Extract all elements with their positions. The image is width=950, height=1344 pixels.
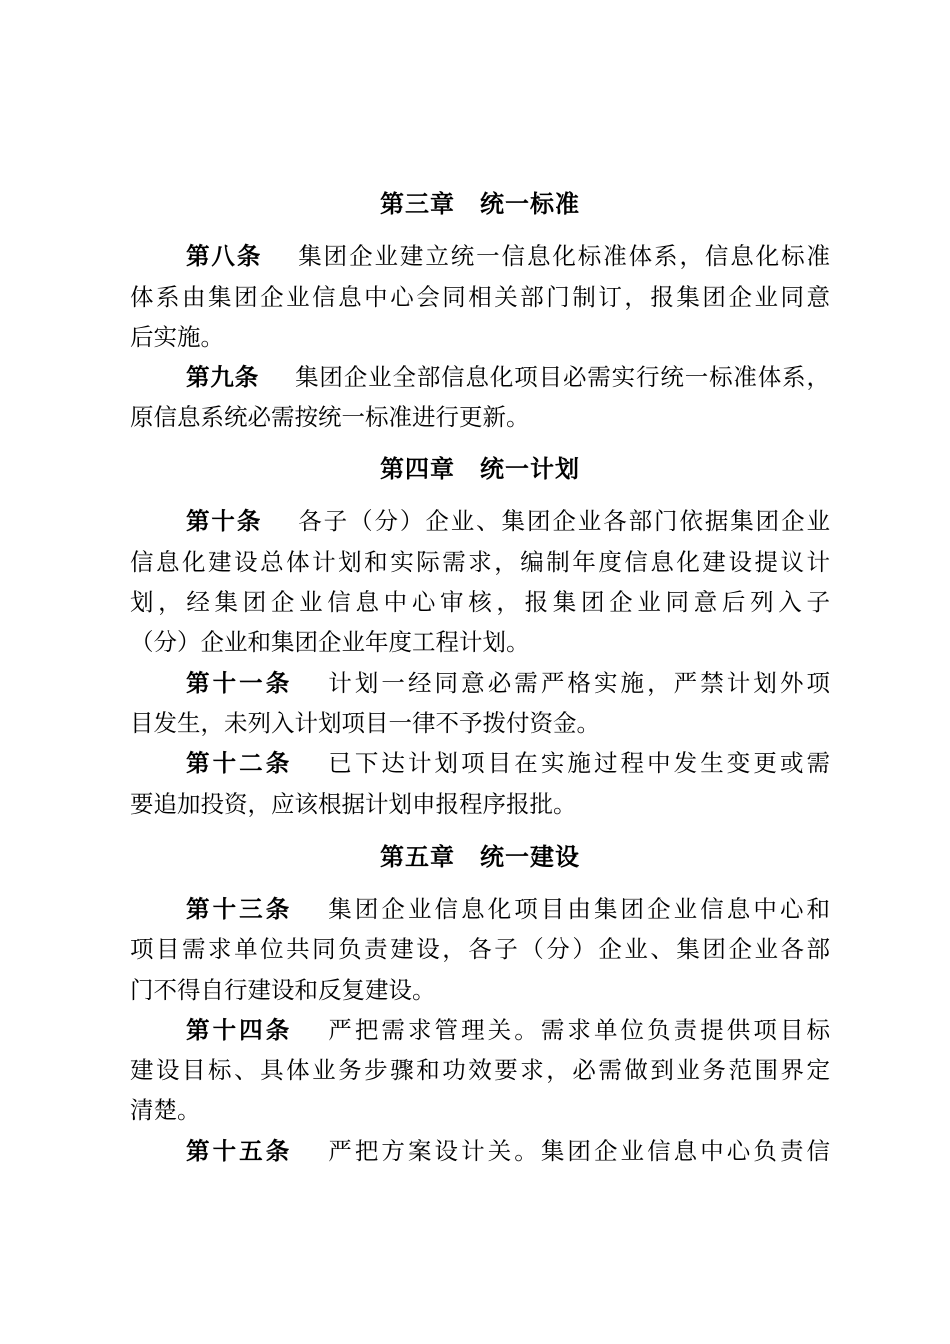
article-14-label: 第十四条: [186, 1016, 293, 1044]
article-13-line-2: 项目需求单位共同负责建设，各子（分）企业、集团企业各部: [130, 935, 830, 963]
chapter-heading-4: 第四章 统一计划: [380, 454, 580, 483]
article-11-label: 第十一条: [186, 669, 293, 697]
article-12-line-1: 第十二条 已下达计划项目在实施过程中发生变更或需: [186, 749, 831, 777]
article-11-line-1: 第十一条 计划一经同意必需严格实施，严禁计划外项: [186, 669, 831, 697]
article-13-label: 第十三条: [186, 895, 293, 923]
article-15-line-1: 第十五条 严把方案设计关。集团企业信息中心负责信: [186, 1137, 831, 1165]
article-9-label: 第九条: [186, 363, 260, 391]
article-10-line-2: 信息化建设总体计划和实际需求，编制年度信息化建设提议计: [130, 548, 830, 576]
article-8-line-1: 第八条 集团企业建立统一信息化标准体系，信息化标准: [186, 242, 831, 270]
article-14-line-3: 清楚。: [130, 1096, 201, 1124]
chapter-heading-3: 第三章 统一标准: [380, 189, 580, 218]
article-14-line-2: 建设目标、具体业务步骤和功效要求，必需做到业务范围界定: [130, 1056, 830, 1084]
article-10-line-3: 划，经集团企业信息中心审核，报集团企业同意后列入子: [130, 588, 830, 616]
chapter-heading-5: 第五章 统一建设: [380, 842, 580, 871]
article-10-line-4: （分）企业和集团企业年度工程计划。: [130, 628, 530, 656]
article-14-line-1: 第十四条 严把需求管理关。需求单位负责提供项目标: [186, 1016, 831, 1044]
article-10-label: 第十条: [186, 507, 263, 535]
article-13-line-1: 第十三条 集团企业信息化项目由集团企业信息中心和: [186, 895, 831, 923]
article-11-line-2: 目发生，未列入计划项目一律不予拨付资金。: [130, 709, 600, 737]
article-13-line-3: 门不得自行建设和反复建设。: [130, 976, 436, 1004]
article-12-line-2: 要追加投资，应该根据计划申报程序报批。: [130, 790, 577, 818]
article-8-line-3: 后实施。: [130, 323, 224, 351]
article-10-line-1: 第十条 各子（分）企业、集团企业各部门依据集团企业: [186, 507, 831, 535]
article-9-line-2: 原信息系统必需按统一标准进行更新。: [130, 403, 530, 431]
article-15-label: 第十五条: [186, 1137, 293, 1165]
article-12-label: 第十二条: [186, 749, 293, 777]
article-8-label: 第八条: [186, 242, 263, 270]
article-8-line-2: 体系由集团企业信息中心会同相关部门制订，报集团企业同意: [130, 283, 830, 311]
article-9-line-1: 第九条 集团企业全部信息化项目必需实行统一标准体系，: [186, 363, 830, 391]
